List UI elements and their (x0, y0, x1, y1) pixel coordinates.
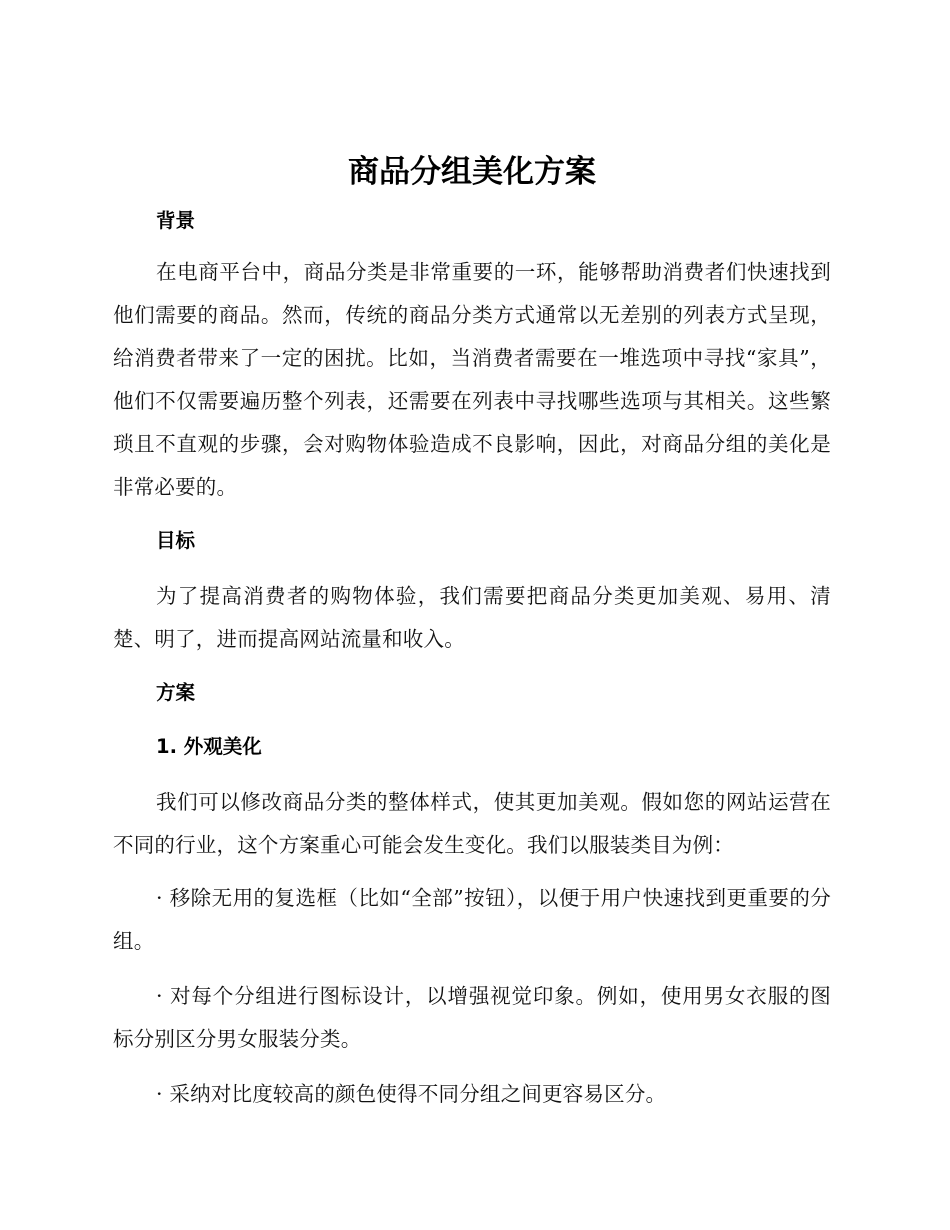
section-heading-background: 背景 (156, 209, 196, 232)
section-heading-goal: 目标 (156, 529, 196, 552)
bullet-item-1: · 移除无用的复选框（比如“全部”按钮），以便于用户快速找到更重要的分组。 (113, 886, 831, 953)
bullet-item-2: · 对每个分组进行图标设计，以增强视觉印象。例如，使用男女衣服的图标分别区分男女服装分类。 (113, 984, 831, 1051)
section-heading-plan: 方案 (156, 681, 196, 704)
goal-paragraph: 为了提高消费者的购物体验，我们需要把商品分类更加美观、易用、清楚、明了，进而提高网站流量和收入。 (113, 584, 831, 651)
bullet-item-3: · 采纳对比度较高的颜色使得不同分组之间更容易区分。 (156, 1082, 667, 1106)
subheading-appearance: 1. 外观美化 (156, 735, 262, 758)
plan-intro-paragraph: 我们可以修改商品分类的整体样式，使其更加美观。假如您的网站运营在不同的行业，这个方案重心可能会发生变化。我们以服装类目为例： (113, 790, 831, 857)
document-title: 商品分组美化方案 (348, 154, 596, 190)
background-paragraph: 在电商平台中，商品分类是非常重要的一环，能够帮助消费者们快速找到他们需要的商品。然而，传统的商品分类方式通常以无差别的列表方式呈现，给消费者带来了一定的困扰。比如，当消费者需要在一堆选项中寻找“家具”，他们不仅需要遍历整个列表，还需要在列表中寻找哪些选项与其相关。这些繁琐且不直观的步骤，会对购物体验造成不良影响，因此，对商品分组的美化是非常必要的。 (113, 260, 831, 499)
